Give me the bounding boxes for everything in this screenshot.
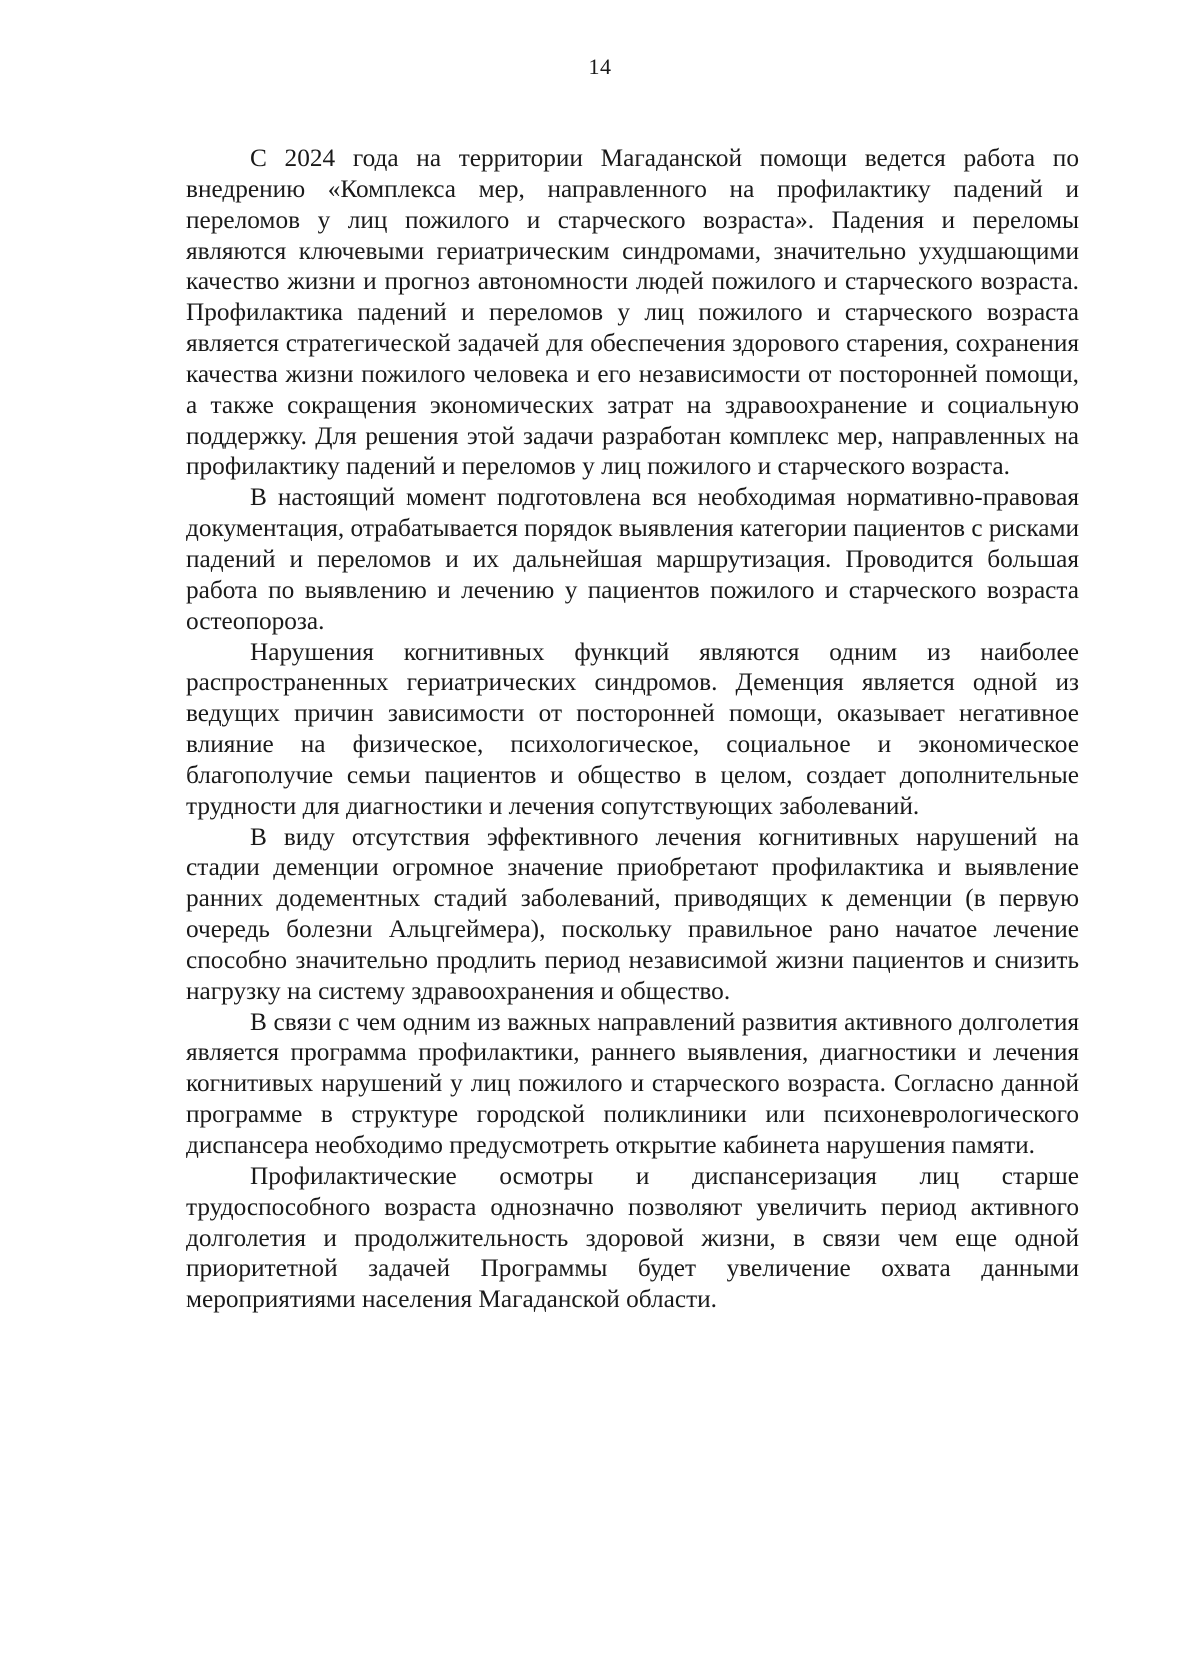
paragraph-falls-prevention: С 2024 года на территории Магаданской помощи ведется работа по внедрению «Комплекса мер, направленного на профилактику падений и переломов у лиц пожилого и старческого возраста». Падения и переломы являются ключевыми гериатрическим синдромами, значительно ухудшающими качество жизни и прогноз автономности людей пожилого и старческого возраста. Профилактика падений и переломов у лиц пожилого и старческого возраста является стратегической задачей для обеспечения здорового старения, сохранения качества жизни пожилого человека и его независимости от посторонней помощи, а также сокращения экономических затрат на здравоохранение и социальную поддержку. Для решения этой задачи разработан комплекс мер, направленных на профилактику падений и переломов у лиц пожилого и старческого возраста. <box>186 144 1079 481</box>
paragraph-memory-program: В связи с чем одним из важных направлений развития активного долголетия является программа профилактики, раннего выявления, диагностики и лечения когнитивых нарушений у лиц пожилого и старческого возраста. Согласно данной программе в структуре городской поликлиники или психоневрологического диспансера необходимо предусмотреть открытие кабинета нарушения памяти. <box>186 1007 1079 1159</box>
paragraph-cognitive-disorders: Нарушения когнитивных функций являются одним из наиболее распространенных гериатрических синдромов. Деменция является одной из ведущих причин зависимости от посторонней помощи, оказывает негативное влияние на физическое, психологическое, социальное и экономическое благополучие семьи пациентов и общество в целом, создает дополнительные трудности для диагностики и лечения сопутствующих заболеваний. <box>186 637 1079 820</box>
paragraph-dementia-prevention: В виду отсутствия эффективного лечения когнитивных нарушений на стадии деменции огромное значение приобретают профилактика и выявление ранних додементных стадий заболеваний, приводящих к деменции (в первую очередь болезни Альцгеймера), поскольку правильное рано начатое лечение способно значительно продлить период независимой жизни пациентов и снизить нагрузку на систему здравоохранения и общество. <box>186 822 1079 1005</box>
paragraph-checkups: Профилактические осмотры и диспансеризация лиц старше трудоспособного возраста однозначно позволяют увеличить период активного долголетия и продолжительность здоровой жизни, в связи чем еще одной приоритетной задачей Программы будет увеличение охвата данными мероприятиями населения Магаданской области. <box>186 1161 1079 1314</box>
document-body <box>186 143 1079 1315</box>
paragraph-documentation: В настоящий момент подготовлена вся необходимая нормативно-правовая документация, отрабатывается порядок выявления категории пациентов с рисками падений и переломов и их дальнейшая маршрутизация. Проводится большая работа по выявлению и лечению у пациентов пожилого и старческого возраста остеопороза. <box>186 483 1079 635</box>
page-number: 14 <box>588 54 612 79</box>
